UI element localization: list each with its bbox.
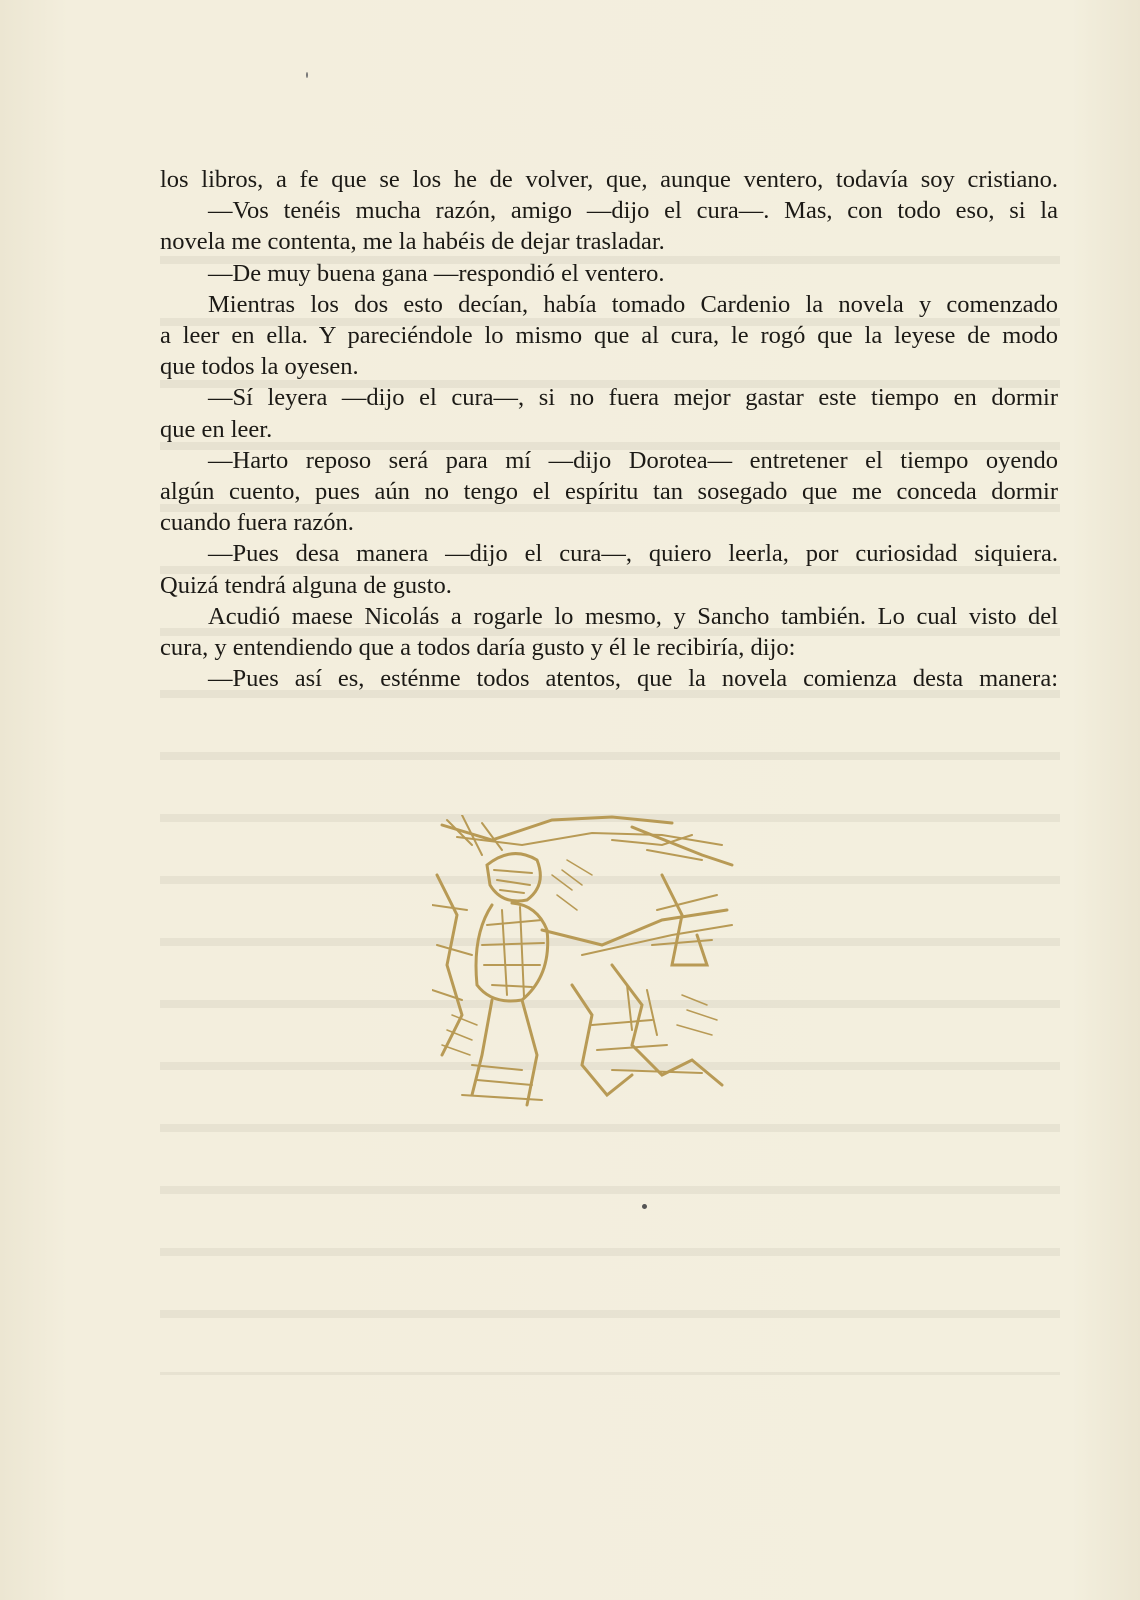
paragraph-line: —Pues así es, esténme todos atentos, que la novela comienza desta manera:	[208, 665, 1058, 693]
paragraph-line: —Harto reposo será para mí —dijo Dorotea— entretener el tiempo oyendo	[208, 446, 1058, 474]
paragraph-line: Acudió maese Nicolás a rogarle lo mesmo, y Sancho también. Lo cual visto del	[208, 602, 1058, 630]
paragraph-line: Quizá tendrá alguna de gusto.	[160, 571, 452, 599]
paragraph-line: a leer en ella. Y pareciéndole lo mismo que al cura, le rogó que la leyese de modo	[160, 322, 1058, 350]
paragraph-line: cura, y entendiendo que a todos daría gusto y él le recibiría, dijo:	[160, 634, 796, 662]
woodcut-illustration	[432, 815, 742, 1110]
paragraph-line: novela me contenta, me la habéis de dejar trasladar.	[160, 228, 665, 256]
paragraph-line: —Pues desa manera —dijo el cura—, quiero leerla, por curiosidad siquiera.	[208, 540, 1058, 568]
paragraph: los libros, a fe que se los he de volver, que, aunque ventero, todavía soy cristiano.	[160, 166, 1058, 193]
paragraph-line: cuando fuera razón.	[160, 509, 354, 537]
paragraph-line: —Vos tenéis mucha razón, amigo —dijo el cura—. Mas, con todo eso, si la	[208, 197, 1058, 225]
paragraph-line: —Sí leyera —dijo el cura—, si no fuera mejor gastar este tiempo en dormir	[208, 384, 1058, 412]
paragraph-line: que todos la oyesen.	[160, 353, 359, 381]
paragraph-line: que en leer.	[160, 415, 273, 443]
paragraph-line: —De muy buena gana —respondió el ventero.	[208, 259, 665, 287]
page-speck	[642, 1204, 647, 1209]
page-speck	[306, 72, 308, 78]
paragraph-line: Mientras los dos esto decían, había tomado Cardenio la novela y comenzado	[208, 290, 1058, 318]
body-text	[160, 164, 1058, 694]
paragraph-line: algún cuento, pues aún no tengo el espíritu tan sosegado que me conceda dormir	[160, 478, 1058, 506]
